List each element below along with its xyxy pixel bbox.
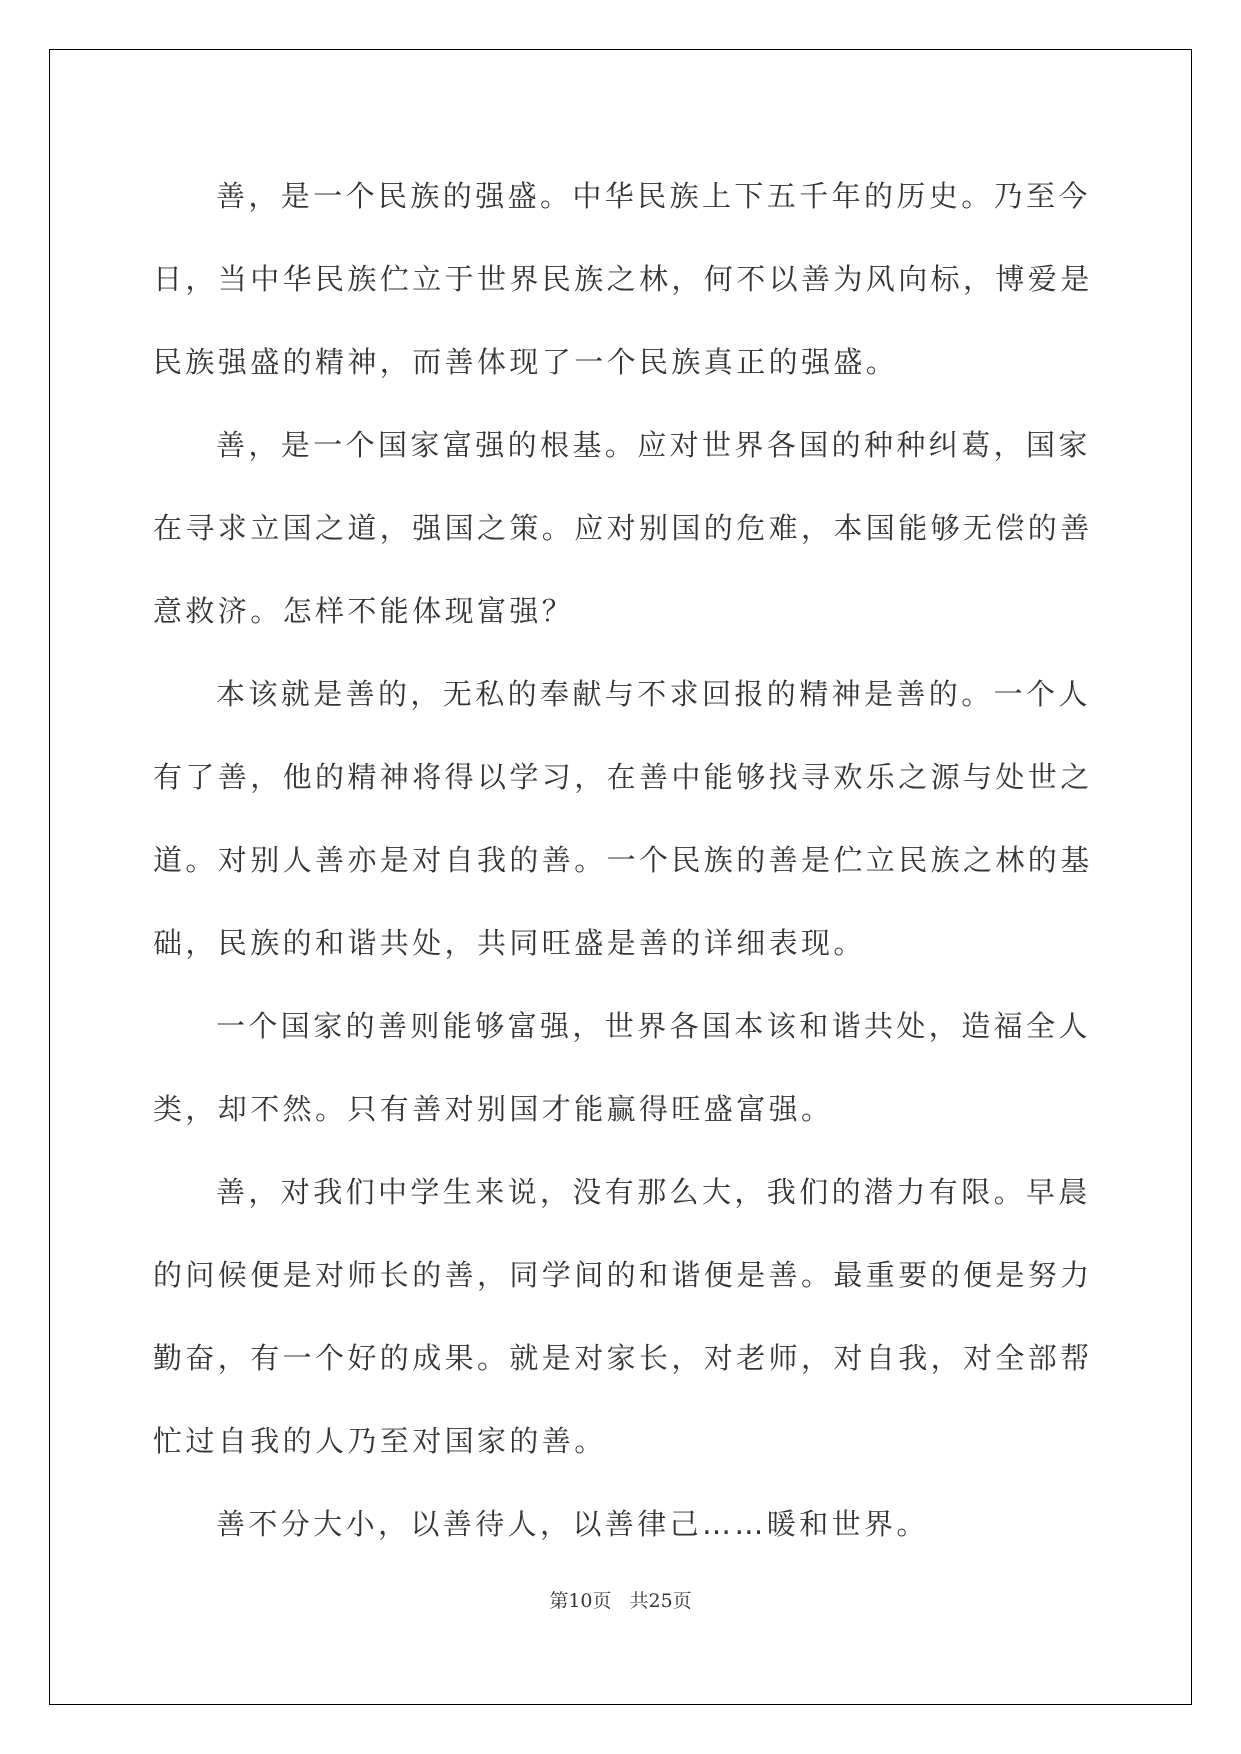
- document-body: [153, 155, 1093, 1566]
- paragraph: 本该就是善的，无私的奉献与不求回报的精神是善的。一个人有了善，他的精神将得以学习，在善中能够找寻欢乐之源与处世之道。对别人善亦是对自我的善。一个民族的善是伫立民族之林的基础，民族的和谐共处，共同旺盛是善的详细表现。: [153, 677, 1093, 960]
- page-footer: [0, 1586, 1241, 1613]
- paragraph: 善不分大小，以善待人，以善律己……暖和世界。: [216, 1507, 929, 1541]
- paragraph: 一个国家的善则能够富强，世界各国本该和谐共处，造福全人类，却不然。只有善对别国才能赢得旺盛富强。: [153, 1009, 1091, 1126]
- page-number: 第10页: [549, 1590, 612, 1612]
- paragraph: 善，是一个民族的强盛。中华民族上下五千年的历史。乃至今日，当中华民族伫立于世界民族之林，何不以善为风向标，博爱是民族强盛的精神，而善体现了一个民族真正的强盛。: [153, 179, 1093, 379]
- paragraph: 善，是一个国家富强的根基。应对世界各国的种种纠葛，国家在寻求立国之道，强国之策。应对别国的危难，本国能够无偿的善意救济。怎样不能体现富强？: [153, 428, 1093, 628]
- page-total: 共25页: [629, 1590, 692, 1612]
- paragraph: 善，对我们中学生来说，没有那么大，我们的潜力有限。早晨的问候便是对师长的善，同学间的和谐便是善。最重要的便是努力勤奋，有一个好的成果。就是对家长，对老师，对自我，对全部帮忙过自我的人乃至对国家的善。: [153, 1175, 1093, 1458]
